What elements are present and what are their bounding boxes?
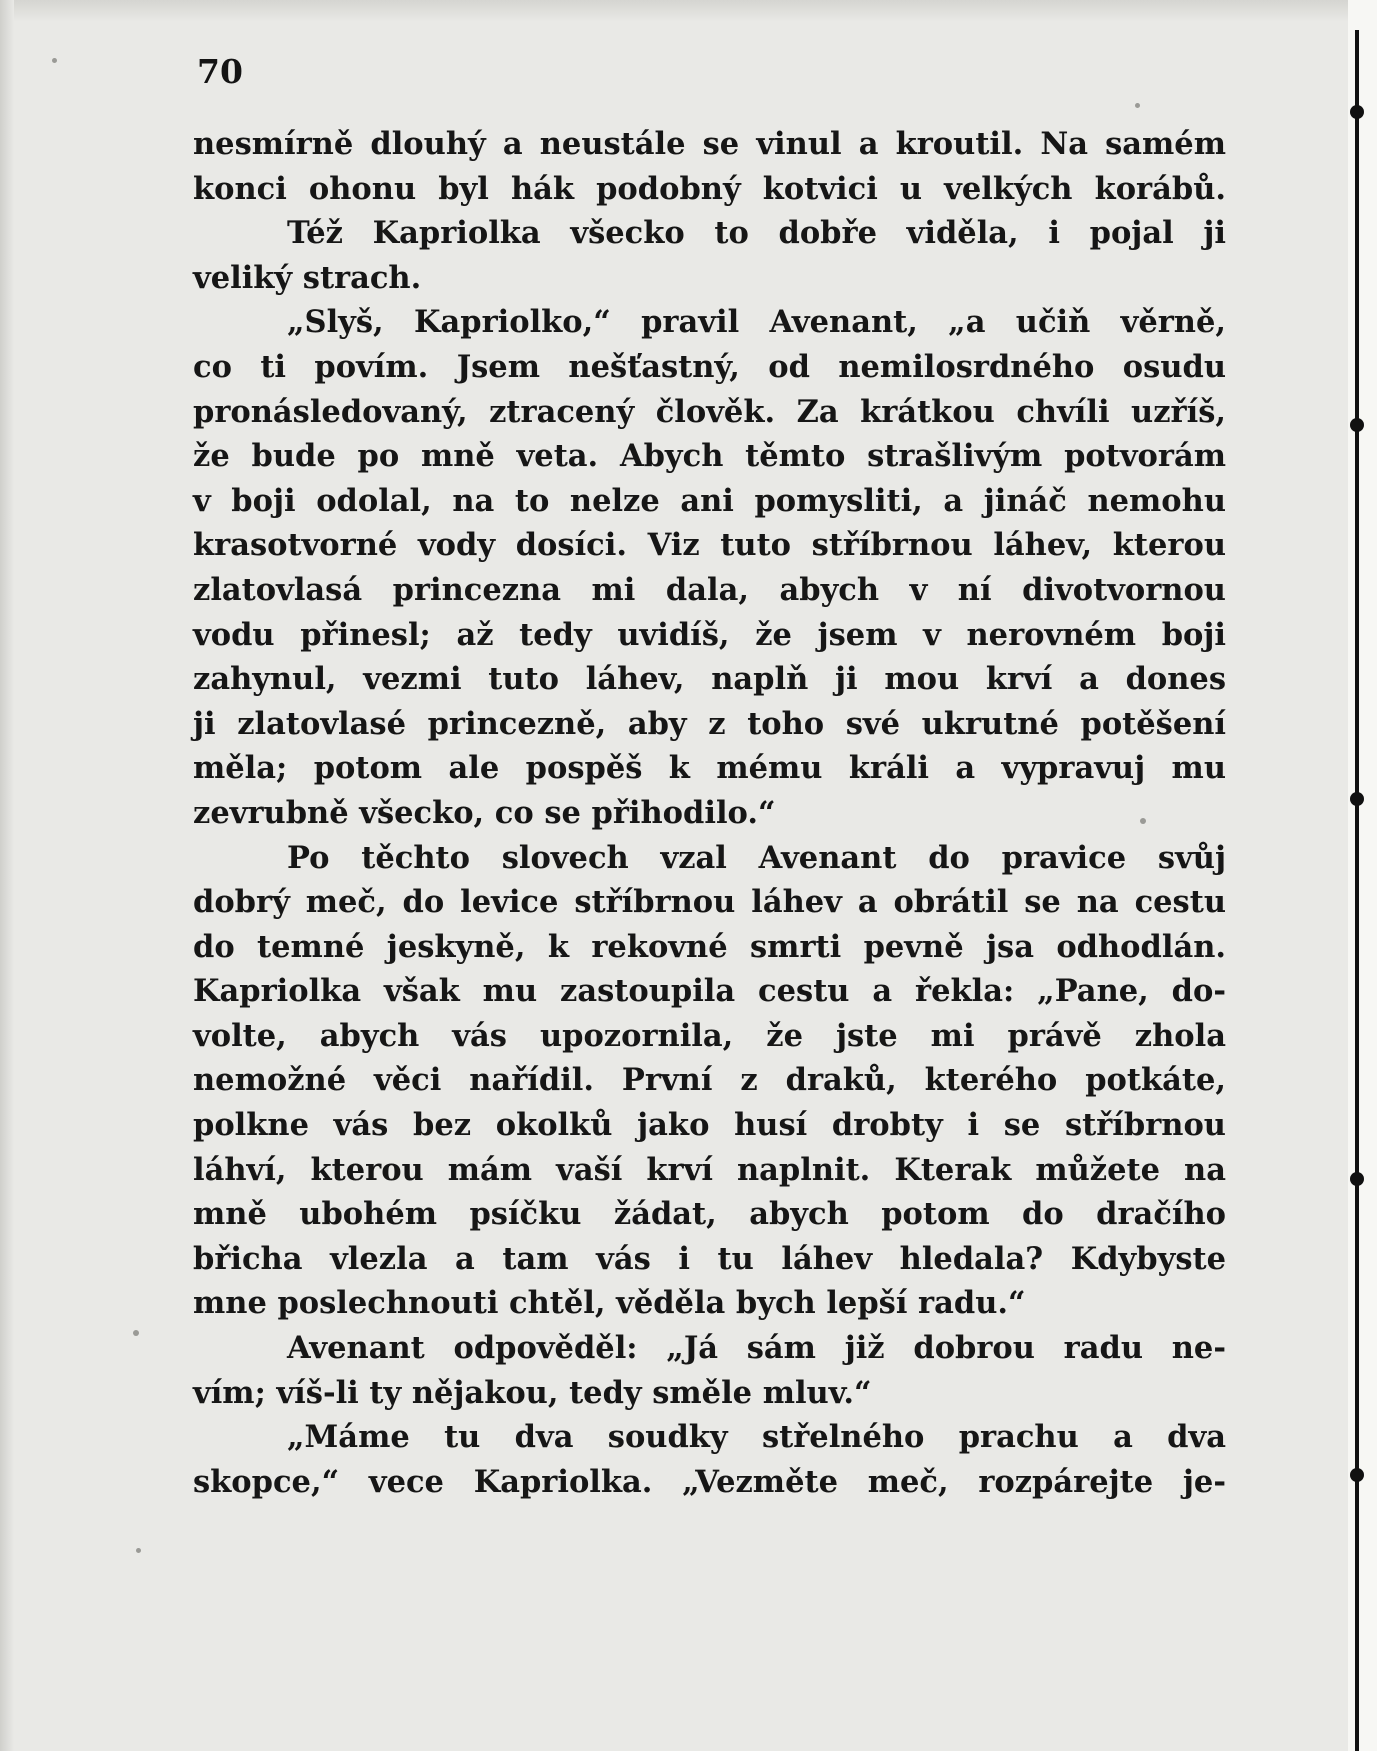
text-line: do temné jeskyně, k rekovné smrti pevně jsa odhodlán. <box>193 928 1226 965</box>
right-margin <box>1348 0 1377 1751</box>
text-line: polkne vás bez okolků jako husí drobty i se stříbrnou <box>193 1107 1226 1144</box>
text-line: Kapriolka však mu zastoupila cestu a řekla: „Pane, do- <box>193 973 1226 1010</box>
text-line: Avenant odpověděl: „Já sám již dobrou radu ne- <box>287 1330 1226 1367</box>
text-line: krasotvorné vody dosíci. Viz tuto stříbrnou láhev, kterou <box>193 527 1226 564</box>
rule-ornament <box>1350 1468 1364 1482</box>
text-line: mne poslechnouti chtěl, věděla bych lepší radu.“ <box>193 1285 1026 1322</box>
text-line: co ti povím. Jsem nešťastný, od nemilosrdného osudu <box>193 348 1226 385</box>
rule-ornament <box>1350 105 1364 119</box>
right-border-rule <box>1355 30 1359 1751</box>
text-line: v boji odolal, na to nelze ani pomysliti, a jináč nemohu <box>193 482 1226 519</box>
text-line: zahynul, vezmi tuto láhev, naplň ji mou krví a dones <box>193 661 1226 698</box>
text-line: nesmírně dlouhý a neustále se vinul a kroutil. Na samém <box>193 126 1226 162</box>
text-line: zlatovlasá princezna mi dala, abych v ní divotvornou <box>193 571 1226 608</box>
text-line: zevrubně všecko, co se přihodilo.“ <box>193 794 776 831</box>
text-line: měla; potom ale pospěš k mému králi a vypravuj mu <box>193 750 1226 787</box>
page-top-edge <box>0 0 1377 22</box>
rule-ornament <box>1350 418 1364 432</box>
rule-ornament <box>1350 1172 1364 1186</box>
text-line: pronásledovaný, ztracený člověk. Za krátkou chvíli uzříš, <box>193 393 1226 430</box>
text-line: Též Kapriolka všecko to dobře viděla, i pojal ji <box>287 215 1226 252</box>
text-line: vím; víš-li ty nějakou, tedy směle mluv.“ <box>193 1374 872 1411</box>
text-line: volte, abych vás upozornila, že jste mi právě zhola <box>193 1017 1226 1054</box>
text-line: že bude po mně veta. Abych těmto strašlivým potvorám <box>193 438 1226 475</box>
text-line: veliký strach. <box>193 259 422 296</box>
text-line: „Slyš, Kapriolko,“ pravil Avenant, „a učiň věrně, <box>287 304 1226 341</box>
text-line: láhví, kterou mám vaší krví naplnit. Kterak můžete na <box>193 1151 1226 1188</box>
text-line: „Máme tu dva soudky střelného prachu a dva <box>287 1419 1226 1456</box>
rule-ornament <box>1350 792 1364 806</box>
text-line: Po těchto slovech vzal Avenant do pravice svůj <box>287 839 1226 876</box>
text-line: mně ubohém psíčku žádat, abych potom do dračího <box>193 1196 1226 1233</box>
scan-speck <box>1135 103 1140 108</box>
text-line: skopce,“ vece Kapriolka. „Vezměte meč, rozpárejte je- <box>193 1463 1226 1500</box>
text-line: vodu přinesl; až tedy uvidíš, že jsem v nerovném boji <box>193 616 1226 653</box>
scan-speck <box>133 1330 139 1336</box>
scan-speck <box>52 58 57 63</box>
text-line: ji zlatovlasé princezně, aby z toho své ukrutné potěšení <box>193 705 1226 742</box>
page-left-edge <box>0 0 14 1751</box>
scan-speck <box>136 1548 141 1553</box>
page-text <box>193 122 1226 1504</box>
text-line: konci ohonu byl hák podobný kotvici u velkých korábů. <box>193 170 1226 207</box>
text-line: břicha vlezla a tam vás i tu láhev hledala? Kdybyste <box>193 1240 1226 1277</box>
page-number: 70 <box>197 52 243 91</box>
text-line: nemožné věci nařídil. První z draků, kterého potkáte, <box>193 1062 1226 1099</box>
text-line: dobrý meč, do levice stříbrnou láhev a obrátil se na cestu <box>193 884 1226 921</box>
